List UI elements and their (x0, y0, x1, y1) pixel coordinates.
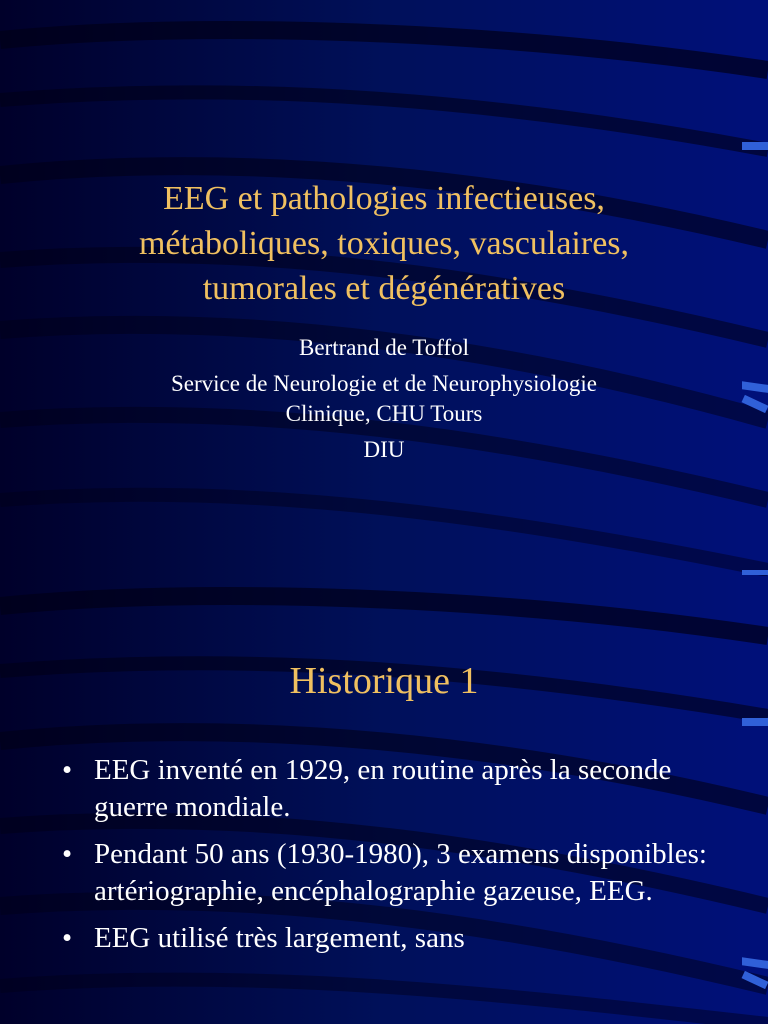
slide2-title: Historique 1 (289, 660, 479, 702)
author-block (60, 333, 708, 465)
bullet-icon: • (62, 754, 73, 786)
bullet-item (62, 920, 742, 957)
title-line: tumorales et dégénératives (202, 270, 566, 307)
course-label: DIU (363, 437, 405, 462)
bullet-list (62, 752, 742, 967)
bullet-icon: • (62, 838, 73, 870)
bullet-item (62, 836, 742, 910)
bullet-text: EEG inventé en 1929, en routine après la seconde guerre mondiale. (94, 754, 672, 823)
affiliation-line: Clinique, CHU Tours (285, 401, 483, 426)
slide-historique (0, 576, 768, 1024)
bullet-item (62, 752, 742, 826)
bullet-text: EEG utilisé très largement, sans (94, 922, 465, 954)
bullet-text: Pendant 50 ans (1930-1980), 3 examens disponibles: artériographie, encéphalographie gazeuse, EEG. (94, 838, 707, 907)
affiliation-line: Service de Neurologie et de Neurophysiologie (170, 371, 597, 396)
title-line: métaboliques, toxiques, vasculaires, (138, 225, 630, 262)
bullet-icon: • (62, 922, 73, 954)
title-line: EEG et pathologies infectieuses, (163, 180, 605, 217)
slide1-title (60, 176, 708, 311)
author-name: Bertrand de Toffol (299, 335, 469, 360)
